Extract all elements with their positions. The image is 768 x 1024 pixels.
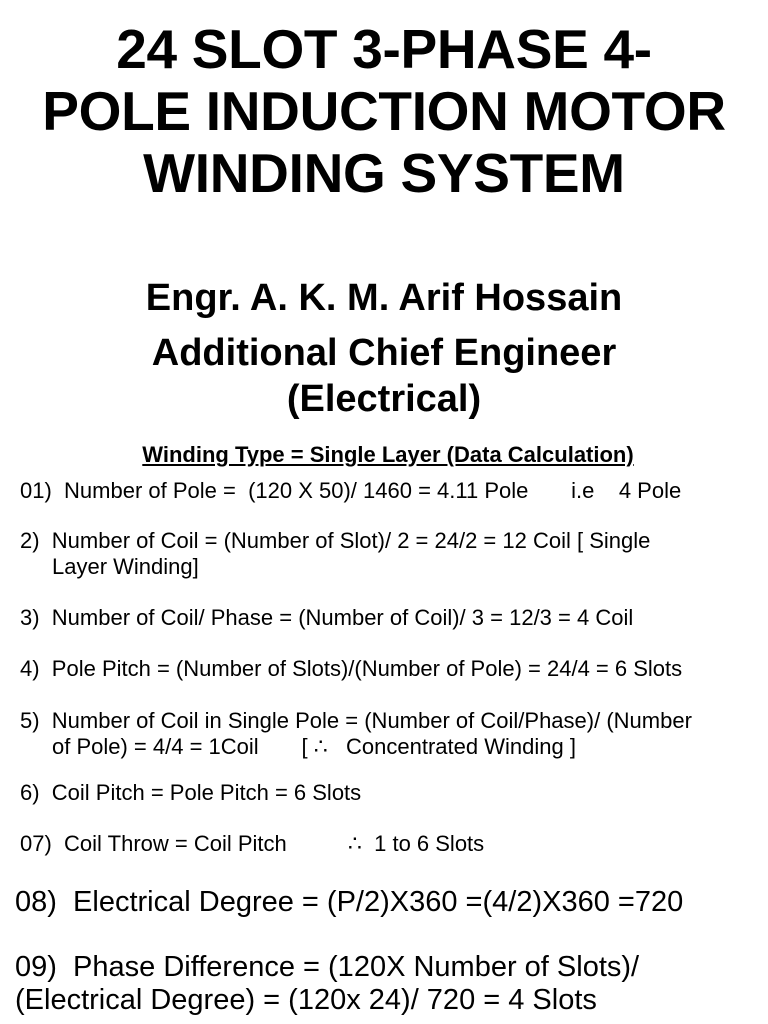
section-heading: Winding Type = Single Layer (Data Calculation)	[142, 442, 634, 467]
list-item-coil-per-pole	[20, 708, 692, 760]
list-item-coil-count	[20, 528, 650, 580]
page-title	[0, 18, 768, 204]
item-number: 5)	[20, 708, 40, 733]
list-item-pole-count	[20, 478, 681, 504]
author-name: Engr. A. K. M. Arif Hossain	[145, 277, 623, 319]
author-department: (Electrical)	[286, 378, 482, 420]
item-text: Phase Difference = (120X Number of Slots)/	[73, 951, 640, 983]
item-text-continued: of Pole) = 4/4 = 1Coil [ ∴ Concentrated Winding ]	[52, 734, 576, 759]
item-text: Number of Pole = (120 X 50)/ 1460 = 4.11 Pole i.e 4 Pole	[64, 478, 682, 503]
list-item-electrical-degree	[15, 886, 683, 919]
item-number: 6)	[20, 780, 40, 805]
title-line-2: POLE INDUCTION MOTOR	[42, 80, 726, 142]
list-item-coil-per-phase	[20, 605, 633, 631]
author-job-title: Additional Chief Engineer	[151, 332, 617, 374]
item-number: 09)	[15, 951, 57, 983]
title-line-1: 24 SLOT 3-PHASE 4-	[116, 18, 652, 80]
list-item-pole-pitch	[20, 656, 682, 682]
item-text-continued: Layer Winding]	[52, 554, 199, 579]
item-text: Number of Coil = (Number of Slot)/ 2 = 24/2 = 12 Coil [ Single	[51, 528, 651, 553]
item-number: 4)	[20, 656, 40, 681]
item-number: 07)	[20, 831, 52, 856]
list-item-phase-difference	[15, 951, 639, 1017]
item-number: 2)	[20, 528, 40, 553]
item-text-continued: (Electrical Degree) = (120x 24)/ 720 = 4 Slots	[15, 984, 597, 1016]
item-text: Electrical Degree = (P/2)X360 =(4/2)X360 =720	[73, 886, 684, 918]
item-text: Number of Coil in Single Pole = (Number of Coil/Phase)/ (Number	[51, 708, 692, 733]
list-item-coil-throw	[20, 831, 484, 857]
item-number: 01)	[20, 478, 52, 503]
list-item-coil-pitch	[20, 780, 361, 806]
item-number: 08)	[15, 886, 57, 918]
item-text: Coil Pitch = Pole Pitch = 6 Slots	[51, 780, 362, 805]
item-number: 3)	[20, 605, 40, 630]
title-line-3: WINDING SYSTEM	[143, 142, 625, 204]
item-text: Number of Coil/ Phase = (Number of Coil)/ 3 = 12/3 = 4 Coil	[51, 605, 634, 630]
item-text: Coil Throw = Coil Pitch ∴ 1 to 6 Slots	[64, 831, 485, 856]
item-text: Pole Pitch = (Number of Slots)/(Number of Pole) = 24/4 = 6 Slots	[51, 656, 683, 681]
